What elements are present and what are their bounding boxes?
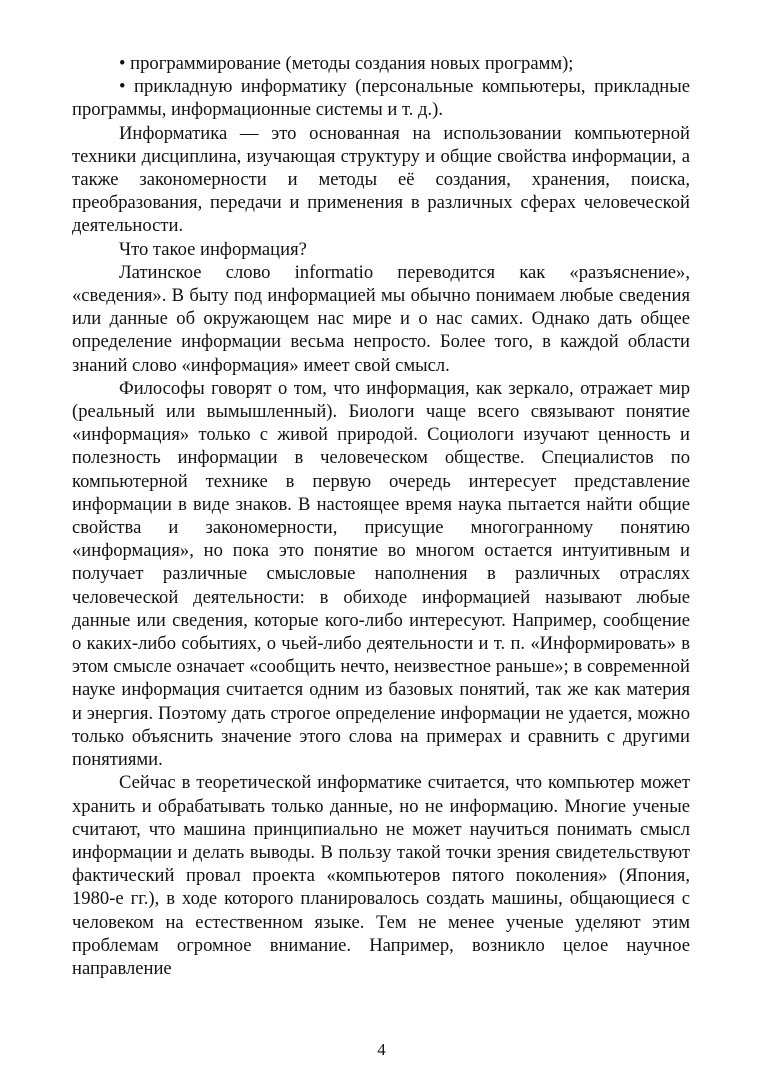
paragraph-definition: Информатика — это основанная на использовании компьютерной техники дисциплина, изучающая структуру и общие свойства информации, а также закономерности и методы её создания, хранения, поиска, преобразования, передачи и применения в различных сферах человеческой деятельности. (72, 122, 690, 237)
paragraph-philosophers: Философы говорят о том, что информация, как зеркало, отражает мир (реальный или вымышленный). Биологи чаще всего связывают понятие «информация» только с живой природой. Социологи изучают ценность и полезность информации в человеческом обществе. Специалистов по компьютерной технике в первую очередь интересует представление информации в виде знаков. В настоящее время наука пытается найти общие свойства и закономерности, присущие многогранному понятию «информация», но пока это понятие во многом остается интуитивным и получает различные смысловые наполнения в различных отраслях человеческой деятельности: в обиходе информацией называют любые данные или сведения, которые кого-либо интересуют. Например, сообщение о каких-либо событиях, о чьей-либо деятельности и т. п. «Информировать» в этом смысле означает «сообщить нечто, неизвестное раньше»; в современной науке информация считается одним из базовых понятий, так же как материя и энергия. Поэтому дать строгое определение информации не удается, можно только объяснить значение этого слова на примерах и сравнить с другими понятиями. (72, 377, 690, 771)
page-number: 4 (377, 1040, 386, 1059)
paragraph-question: Что такое информация? (119, 238, 307, 260)
page-body (72, 52, 690, 980)
paragraph-theoretical-informatics: Сейчас в теоретической информатике считается, что компьютер может хранить и обрабатывать только данные, но не информацию. Многие ученые считают, что машина принципиально не может научиться понимать смысл информации и делать выводы. В пользу такой точки зрения свидетельствуют фактический провал проекта «компьютеров пятого поколения» (Япония, 1980-е гг.), в ходе которого планировалось создать машины, общающиеся с человеком на естественном языке. Тем не менее ученые уделяют этим проблемам огромное внимание. Например, возникло целое научное направление (72, 772, 690, 979)
bullet-item-applied-informatics: • прикладную информатику (персональные компьютеры, прикладные программы, информационные системы и т. д.). (72, 75, 690, 121)
paragraph-latin-word: Латинское слово informatio переводится как «разъяснение», «сведения». В быту под информацией мы обычно понимаем любые сведения или данные об окружающем нас мире и о нас самих. Однако дать общее определение информации весьма непросто. Более того, в каждой области знаний слово «информация» имеет свой смысл. (72, 261, 690, 376)
bullet-item-programming: • программирование (методы создания новых программ); (72, 52, 690, 75)
